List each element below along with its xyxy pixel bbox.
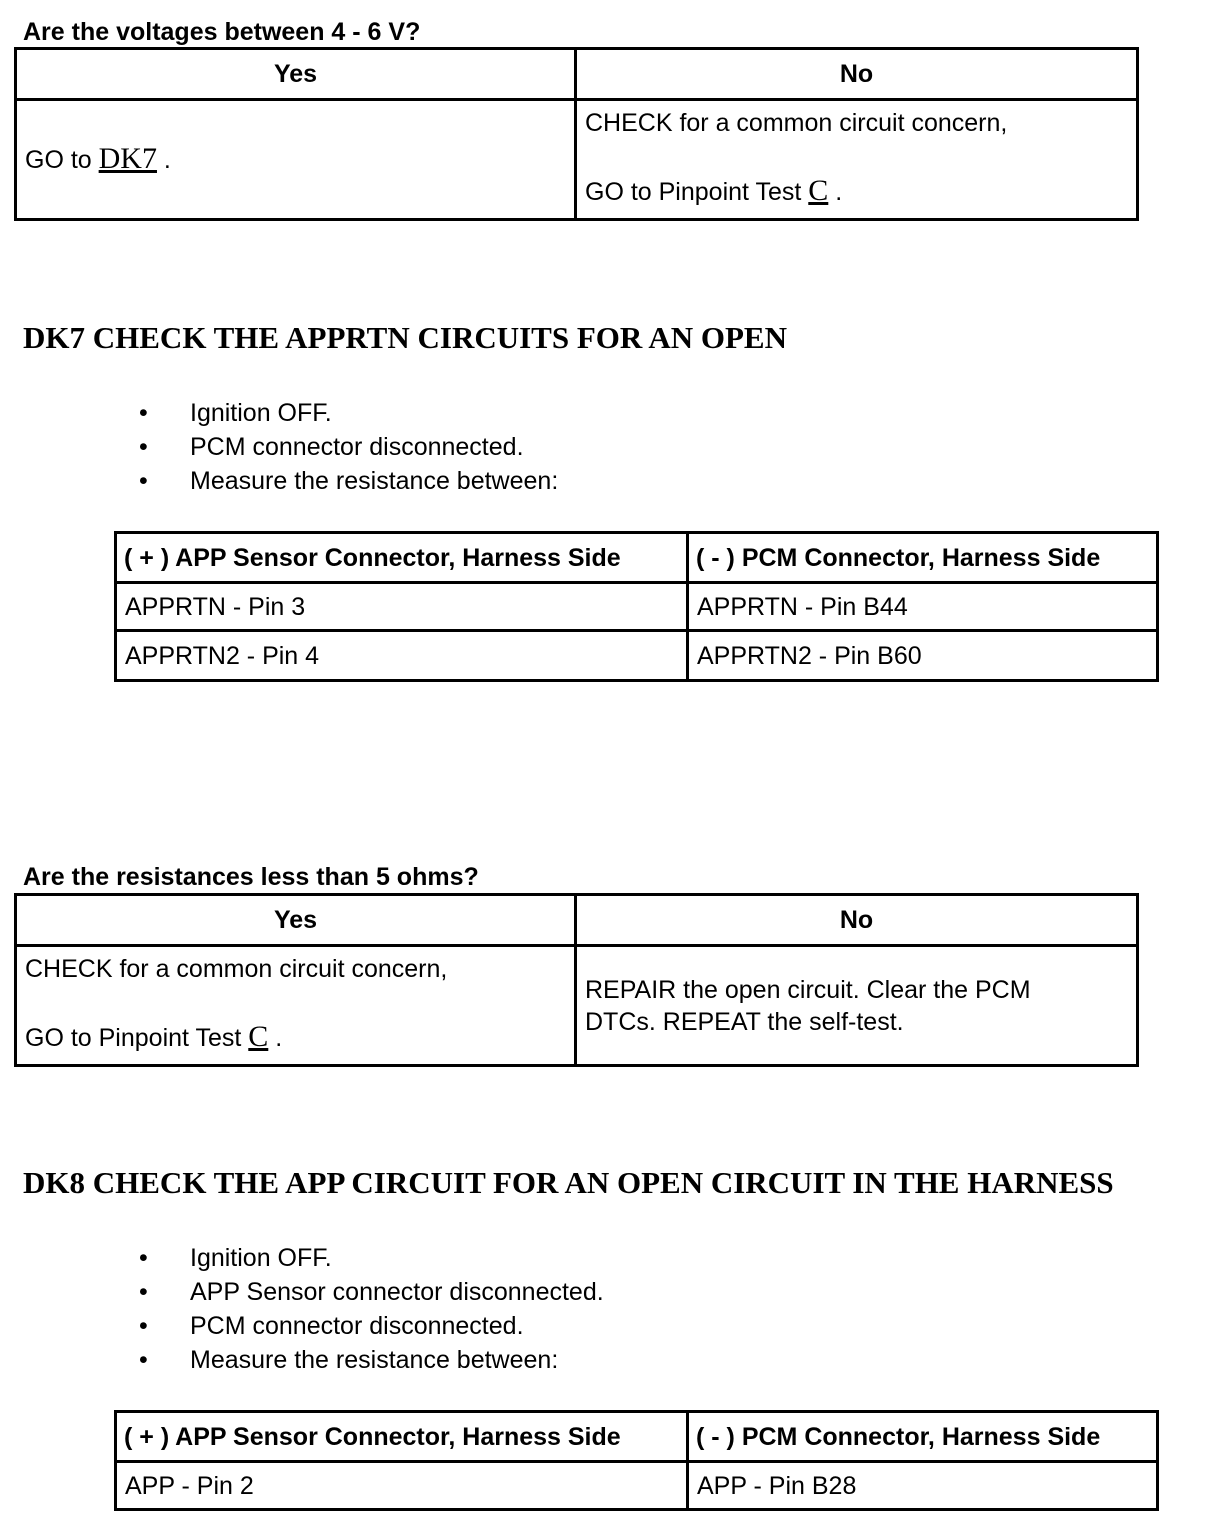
no-text: REPAIR the open circuit. Clear the PCM DTCs. REPEAT the self-test.: [585, 975, 1031, 1036]
dk8-resistance-table: [114, 1410, 1159, 1511]
question-voltages: Are the voltages between 4 - 6 V?: [23, 18, 421, 46]
dk8-bullet-list: [0, 1241, 604, 1377]
yes-text: GO to Pinpoint Test: [25, 1024, 249, 1052]
yes-suffix: .: [156, 146, 171, 174]
no-suffix: .: [828, 178, 843, 206]
list-item: • APP Sensor connector disconnected.: [0, 1275, 604, 1309]
link-pinpoint-c[interactable]: C: [808, 174, 829, 207]
answer-table-voltages: [14, 47, 1139, 221]
list-item: • PCM connector disconnected.: [0, 430, 558, 464]
list-item: • Measure the resistance between:: [0, 464, 558, 498]
table-cell: APPRTN2 - Pin B60: [688, 631, 1158, 681]
col-header-app-sensor: ( + ) APP Sensor Connector, Harness Side: [116, 533, 688, 583]
list-item: • Measure the resistance between:: [0, 1343, 604, 1377]
table-cell: APP - Pin B28: [688, 1462, 1158, 1510]
no-header: No: [576, 895, 1138, 946]
heading-dk7: DK7 CHECK THE APPRTN CIRCUITS FOR AN OPEN: [23, 320, 787, 355]
no-cell: [576, 946, 1138, 1066]
yes-text: GO to: [25, 146, 99, 174]
table-cell: APPRTN - Pin B44: [688, 583, 1158, 631]
col-header-app-sensor: ( + ) APP Sensor Connector, Harness Side: [116, 1412, 688, 1462]
table-row: [116, 631, 1158, 681]
dk7-resistance-table: [114, 531, 1159, 682]
yes-header: Yes: [16, 895, 576, 946]
yes-line1: CHECK for a common circuit concern,: [25, 955, 448, 983]
no-cell: [576, 100, 1138, 220]
table-row: [116, 1462, 1158, 1510]
yes-cell: [16, 100, 576, 220]
table-row: [116, 583, 1158, 631]
answer-table-resistances: [14, 893, 1139, 1067]
link-pinpoint-c[interactable]: C: [248, 1020, 269, 1053]
heading-dk8: DK8 CHECK THE APP CIRCUIT FOR AN OPEN CIRCUIT IN THE HARNESS: [23, 1165, 1114, 1200]
col-header-pcm: ( - ) PCM Connector, Harness Side: [688, 533, 1158, 583]
list-item: • PCM connector disconnected.: [0, 1309, 604, 1343]
list-item: • Ignition OFF.: [0, 1241, 604, 1275]
no-header: No: [576, 49, 1138, 100]
no-text: GO to Pinpoint Test: [585, 178, 809, 206]
no-line1: CHECK for a common circuit concern,: [585, 109, 1008, 137]
table-cell: APPRTN2 - Pin 4: [116, 631, 688, 681]
list-item: • Ignition OFF.: [0, 396, 558, 430]
table-cell: APPRTN - Pin 3: [116, 583, 688, 631]
yes-cell: [16, 946, 576, 1066]
col-header-pcm: ( - ) PCM Connector, Harness Side: [688, 1412, 1158, 1462]
dk7-bullet-list: [0, 396, 558, 498]
link-dk7[interactable]: DK7: [98, 142, 157, 175]
table-cell: APP - Pin 2: [116, 1462, 688, 1510]
yes-suffix: .: [268, 1024, 283, 1052]
question-resistances: Are the resistances less than 5 ohms?: [23, 863, 479, 891]
yes-header: Yes: [16, 49, 576, 100]
